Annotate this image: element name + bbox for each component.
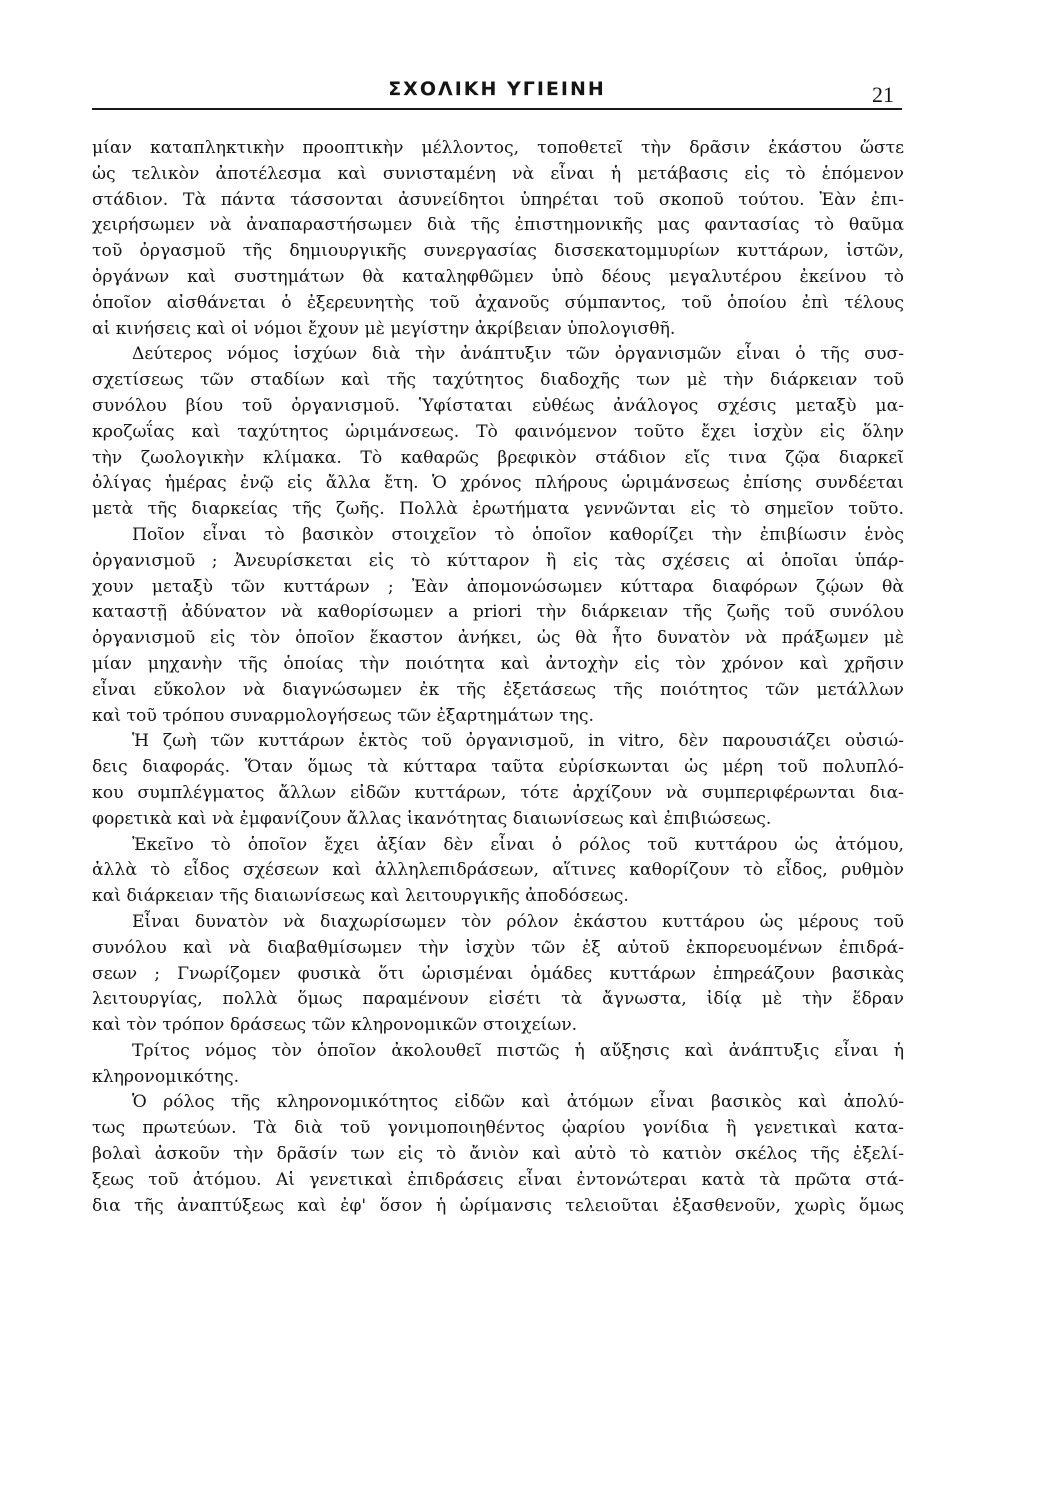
text-line: Ἐκεῖνο τὸ ὁποῖον ἔχει ἀξίαν δὲν εἶναι ὁ ρόλος τοῦ κυττάρου ὡς ἀτόμου, bbox=[132, 834, 904, 855]
text-line: Εἶναι δυνατὸν νὰ διαχωρίσωμεν τὸν ρόλον ἑκάστου κυττάρου ὡς μέρους τοῦ bbox=[132, 911, 904, 932]
page-header bbox=[92, 72, 902, 110]
page-number: 21 bbox=[872, 82, 894, 107]
text-line: Ὁ ρόλος τῆς κληρονομικότητος εἰδῶν καὶ ἀτόμων εἶναι βασικὸς καὶ ἀπολύ- bbox=[132, 1092, 904, 1113]
text-line: αἱ κινήσεις καὶ οἱ νόμοι ἔχουν μὲ μεγίστην ἀκρίβειαν ὑπολογισθῆ. bbox=[92, 318, 676, 339]
text-line: λειτουργίας, πολλὰ ὅμως παραμένουν εἰσέτι τὰ ἄγνωστα, ἰδίᾳ μὲ τὴν ἕδραν bbox=[92, 989, 904, 1010]
text-line: Δεύτερος νόμος ἰσχύων διὰ τὴν ἀνάπτυξιν τῶν ὀργανισμῶν εἶναι ὁ τῆς συσ- bbox=[132, 344, 904, 365]
text-line: συνόλου καὶ νὰ διαβαθμίσωμεν τὴν ἰσχὺν τῶν ἐξ αὐτοῦ ἐκπορευομένων ἐπιδρά- bbox=[92, 937, 904, 958]
text-line: τως πρωτεύων. Τὰ διὰ τοῦ γονιμοποιηθέντος ᾠαρίου γονίδια ἢ γενετικαὶ κατα- bbox=[92, 1118, 904, 1139]
text-line: καὶ τὸν τρόπον δράσεως τῶν κληρονομικῶν στοιχείων. bbox=[92, 1015, 578, 1036]
text-line: ὀργανισμοῦ εἰς τὸν ὁποῖον ἕκαστον ἀνήκει, ὡς θὰ ἦτο δυνατὸν νὰ πράξωμεν μὲ bbox=[92, 628, 904, 649]
text-line: καταστῇ ἀδύνατον νὰ καθορίσωμεν a priori τὴν διάρκειαν τῆς ζωῆς τοῦ συνόλου bbox=[92, 602, 904, 623]
text-line: χουν μεταξὺ τῶν κυττάρων ; Ἐὰν ἀπομονώσωμεν κύτταρα διαφόρων ζῴων θὰ bbox=[92, 576, 904, 597]
text-line: δια τῆς ἀναπτύξεως καὶ ἐφ' ὅσον ἡ ὡρίμανσις τελειοῦται ἐξασθενοῦν, χωρὶς ὅμως bbox=[92, 1195, 904, 1216]
text-line: ὀργανισμοῦ ; Ἀνευρίσκεται εἰς τὸ κύτταρον ἢ εἰς τὰς σχέσεις αἱ ὁποῖαι ὑπάρ- bbox=[92, 550, 904, 571]
text-line: χειρήσωμεν νὰ ἀναπαραστήσωμεν διὰ τῆς ἐπιστημονικῆς μας φαντασίας τὸ θαῦμα bbox=[92, 215, 904, 236]
text-line: καὶ τοῦ τρόπου συναρμολογήσεως τῶν ἐξαρτημάτων της. bbox=[92, 705, 594, 726]
text-line: μίαν μηχανὴν τῆς ὁποίας τὴν ποιότητα καὶ ἀντοχὴν εἰς τὸν χρόνον καὶ χρῆσιν bbox=[92, 653, 904, 674]
text-line: σεων ; Γνωρίζομεν φυσικὰ ὅτι ὡρισμέναι ὁμάδες κυττάρων ἐπηρεάζουν βασικὰς bbox=[92, 963, 904, 984]
text-line: ὀλίγας ἡμέρας ἐνῷ εἰς ἄλλα ἔτη. Ὁ χρόνος πλήρους ὡριμάνσεως ἐπίσης συνδέεται bbox=[92, 473, 904, 494]
text-line: βολαὶ ἀσκοῦν τὴν δρᾶσίν των εἰς τὸ ἄνιὸν καὶ αὐτὸ τὸ κατιὸν σκέλος τῆς ἐξελί- bbox=[92, 1144, 904, 1165]
text-line: ξεως τοῦ ἀτόμου. Αἱ γενετικαὶ ἐπιδράσεις εἶναι ἐντονώτεραι κατὰ τὰ πρῶτα στά- bbox=[92, 1169, 904, 1190]
text-line: μίαν καταπληκτικὴν προοπτικὴν μέλλοντος, τοποθετεῖ τὴν δρᾶσιν ἑκάστου ὥστε bbox=[92, 138, 904, 158]
text-line: μετὰ τῆς διαρκείας τῆς ζωῆς. Πολλὰ ἐρωτήματα γεννῶνται εἰς τὸ σημεῖον τοῦτο. bbox=[92, 499, 904, 520]
text-line: συνόλου βίου τοῦ ὀργανισμοῦ. Ὑφίσταται εὐθέως ἀνάλογος σχέσις μεταξὺ μα- bbox=[92, 395, 904, 416]
text-line: ὡς τελικὸν ἀποτέλεσμα καὶ συνισταμένη νὰ εἶναι ἡ μετάβασις εἰς τὸ ἑπόμενον bbox=[92, 163, 904, 184]
text-line: ὀργάνων καὶ συστημάτων θὰ καταληφθῶμεν ὑπὸ δέους μεγαλυτέρου ἐκείνου τὸ bbox=[92, 266, 904, 287]
running-title: ΣΧΟΛΙΚΗ ΥΓΙΕΙΝΗ bbox=[388, 78, 606, 100]
text-line: κροζωΐας καὶ ταχύτητος ὡριμάνσεως. Τὸ φαινόμενον τοῦτο ἔχει ἰσχὺν εἰς ὅλην bbox=[92, 421, 904, 442]
text-line: ὁποῖον αἰσθάνεται ὁ ἐξερευνητὴς τοῦ ἀχανοῦς σύμπαντος, τοῦ ὁποίου ἐπὶ τέλους bbox=[92, 292, 904, 313]
text-line: κληρονομικότης. bbox=[92, 1066, 240, 1087]
text-line: Τρίτος νόμος τὸν ὁποῖον ἀκολουθεῖ πιστῶς ἡ αὔξησις καὶ ἀνάπτυξις εἶναι ἡ bbox=[132, 1040, 904, 1061]
text-line: εἶναι εὔκολον νὰ διαγνώσωμεν ἐκ τῆς ἐξετάσεως τῆς ποιότητος τῶν μετάλλων bbox=[92, 679, 904, 700]
text-line: φορετικὰ καὶ νὰ ἐμφανίζουν ἄλλας ἱκανότητας διαιωνίσεως καὶ ἐπιβιώσεως. bbox=[92, 808, 772, 829]
text-line: τὴν ζωολογικὴν κλίμακα. Τὸ καθαρῶς βρεφικὸν στάδιον εἴς τινα ζῷα διαρκεῖ bbox=[92, 447, 904, 468]
text-line: σχετίσεως τῶν σταδίων καὶ τῆς ταχύτητος διαδοχῆς των μὲ τὴν διάρκειαν τοῦ bbox=[92, 370, 904, 391]
text-line: δεις διαφοράς. Ὅταν ὅμως τὰ κύτταρα ταῦτα εὑρίσκωνται ὡς μέρη τοῦ πολυπλό- bbox=[92, 757, 904, 778]
text-line: Ποῖον εἶναι τὸ βασικὸν στοιχεῖον τὸ ὁποῖον καθορίζει τὴν ἐπιβίωσιν ἑνὸς bbox=[132, 524, 904, 545]
text-line: τοῦ ὀργασμοῦ τῆς δημιουργικῆς συνεργασίας δισσεκατομμυρίων κυττάρων, ἱστῶν, bbox=[92, 241, 904, 262]
text-body bbox=[92, 136, 904, 1219]
text-line: ἀλλὰ τὸ εἶδος σχέσεων καὶ ἀλληλεπιδράσεων, αἵτινες καθορίζουν τὸ εἶδος, ρυθμὸν bbox=[92, 860, 904, 881]
text-line: καὶ διάρκειαν τῆς διαιωνίσεως καὶ λειτουργικῆς ἀποδόσεως. bbox=[92, 886, 629, 907]
text-line: Ἡ ζωὴ τῶν κυττάρων ἐκτὸς τοῦ ὀργανισμοῦ, in vitro, δὲν παρουσιάζει οὐσιώ- bbox=[132, 731, 904, 752]
text-line: κου συμπλέγματος ἄλλων εἰδῶν κυττάρων, τότε ἀρχίζουν νὰ συμπεριφέρωνται δια- bbox=[92, 782, 904, 803]
text-line: στάδιον. Τὰ πάντα τάσσονται ἀσυνείδητοι ὑπηρέται τοῦ σκοποῦ τούτου. Ἐὰν ἐπι- bbox=[92, 189, 904, 210]
